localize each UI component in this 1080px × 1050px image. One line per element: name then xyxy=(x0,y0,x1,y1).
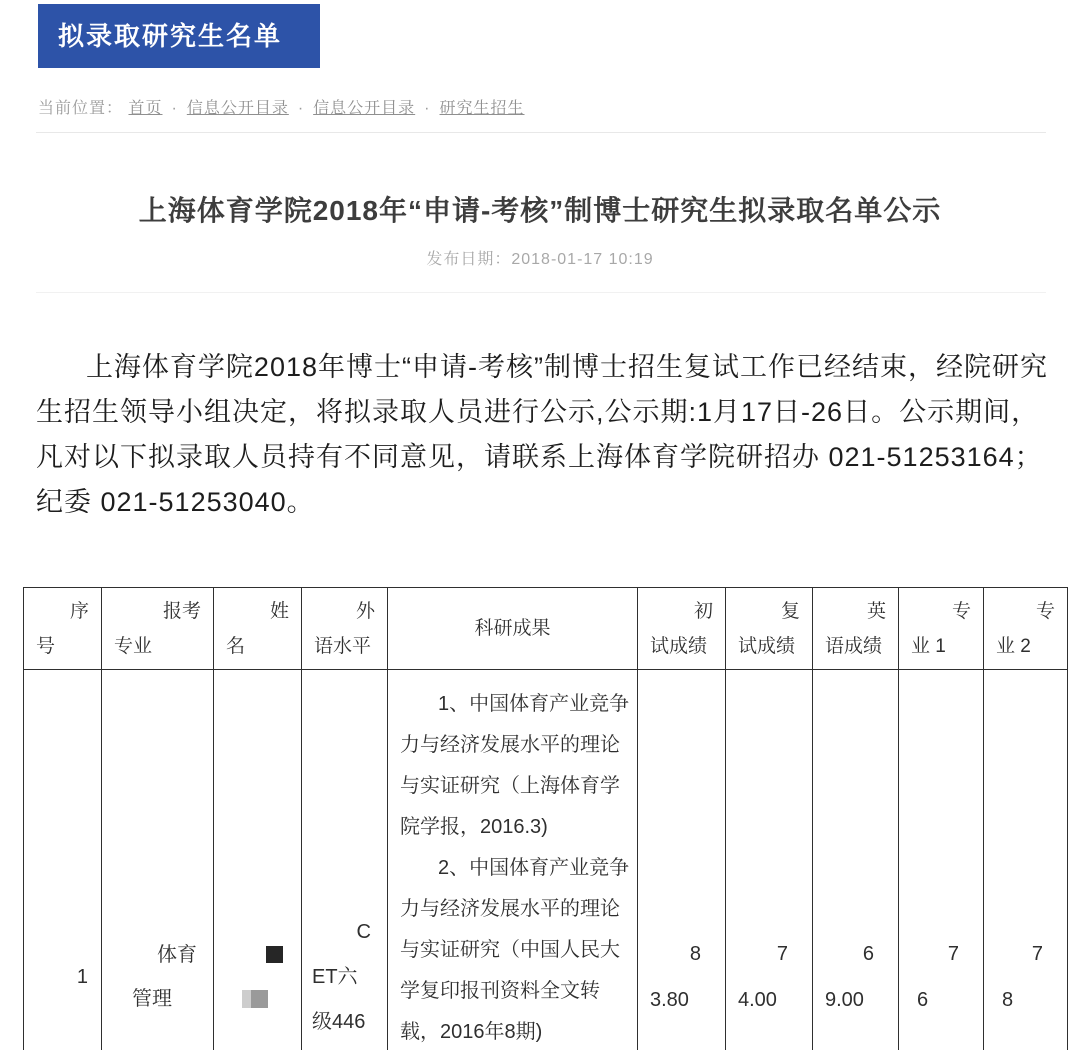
breadcrumb-link-home[interactable]: 首页 xyxy=(128,100,163,117)
cell-preliminary-score: 8 3.80 xyxy=(638,670,726,1050)
breadcrumb-link-info-directory-1[interactable]: 信息公开目录 xyxy=(186,100,289,117)
cell-foreign-language: C ET六 级446 xyxy=(302,670,388,1050)
cell-english-score: 6 9.00 xyxy=(813,670,899,1050)
col-header-major: 报考 专业 xyxy=(102,588,214,670)
col-header-foreign-language: 外 语水平 xyxy=(302,588,388,670)
divider xyxy=(36,132,1046,133)
table-row xyxy=(24,670,1068,1050)
col-header-name: 姓 名 xyxy=(214,588,302,670)
table-header-row xyxy=(24,588,1068,670)
col-header-seq: 序 号 xyxy=(24,588,102,670)
cell-retest-score: 7 4.00 xyxy=(726,670,813,1050)
section-banner xyxy=(38,4,320,68)
redaction-black-square xyxy=(266,946,283,963)
breadcrumb xyxy=(38,95,1080,118)
cell-name xyxy=(214,670,302,1050)
article-title: 上海体育学院2018年“申请-考核”制博士研究生拟录取名单公示 xyxy=(138,195,942,226)
article-body: 上海体育学院2018年博士“申请-考核”制博士招生复试工作已经结束，经院研究生招生领导小组决定，将拟录取人员进行公示,公示期:1月17日-26日。公示期间，凡对以下拟录取人员持有不同意见，请联系上海体育学院研招办 021-51253164；纪委 021-51253040。 xyxy=(36,352,1048,517)
col-header-retest-score: 复 试成绩 xyxy=(726,588,813,670)
section-banner-label: 拟录取研究生名单 xyxy=(58,21,283,51)
breadcrumb-link-graduate-admissions[interactable]: 研究生招生 xyxy=(439,100,525,117)
cell-major2-score: 7 8 xyxy=(984,670,1068,1050)
redaction-gray-square xyxy=(242,990,268,1008)
breadcrumb-link-info-directory-2[interactable]: 信息公开目录 xyxy=(313,100,416,117)
publish-date xyxy=(0,246,1080,269)
cell-major1-score: 7 6 xyxy=(899,670,984,1050)
publish-date-label: 发布日期： xyxy=(426,251,512,268)
admission-table xyxy=(23,587,1068,1050)
publish-date-value: 2018-01-17 10:19 xyxy=(511,251,654,268)
col-header-english-score: 英 语成绩 xyxy=(813,588,899,670)
cell-seq: 1 xyxy=(24,670,102,1050)
cell-research: 1、中国体育产业竞争 力与经济发展水平的理论 与实证研究（上海体育学 院学报，2016.3) 2、中国体育产业竞争 力与经济发展水平的理论 与实证研究（中国人民大 学复印报刊资料全文转 载，2016年8期) xyxy=(388,670,638,1050)
breadcrumb-separator: · xyxy=(297,100,305,117)
col-header-major2-score: 专 业 2 xyxy=(984,588,1068,670)
col-header-major1-score: 专 业 1 xyxy=(899,588,984,670)
col-header-preliminary-score: 初 试成绩 xyxy=(638,588,726,670)
breadcrumb-prefix: 当前位置： xyxy=(38,100,124,117)
cell-major: 体育 管理 xyxy=(102,670,214,1050)
divider xyxy=(36,292,1046,293)
breadcrumb-separator: · xyxy=(424,100,431,117)
breadcrumb-separator: · xyxy=(171,100,178,117)
col-header-research: 科研成果 xyxy=(388,588,638,670)
